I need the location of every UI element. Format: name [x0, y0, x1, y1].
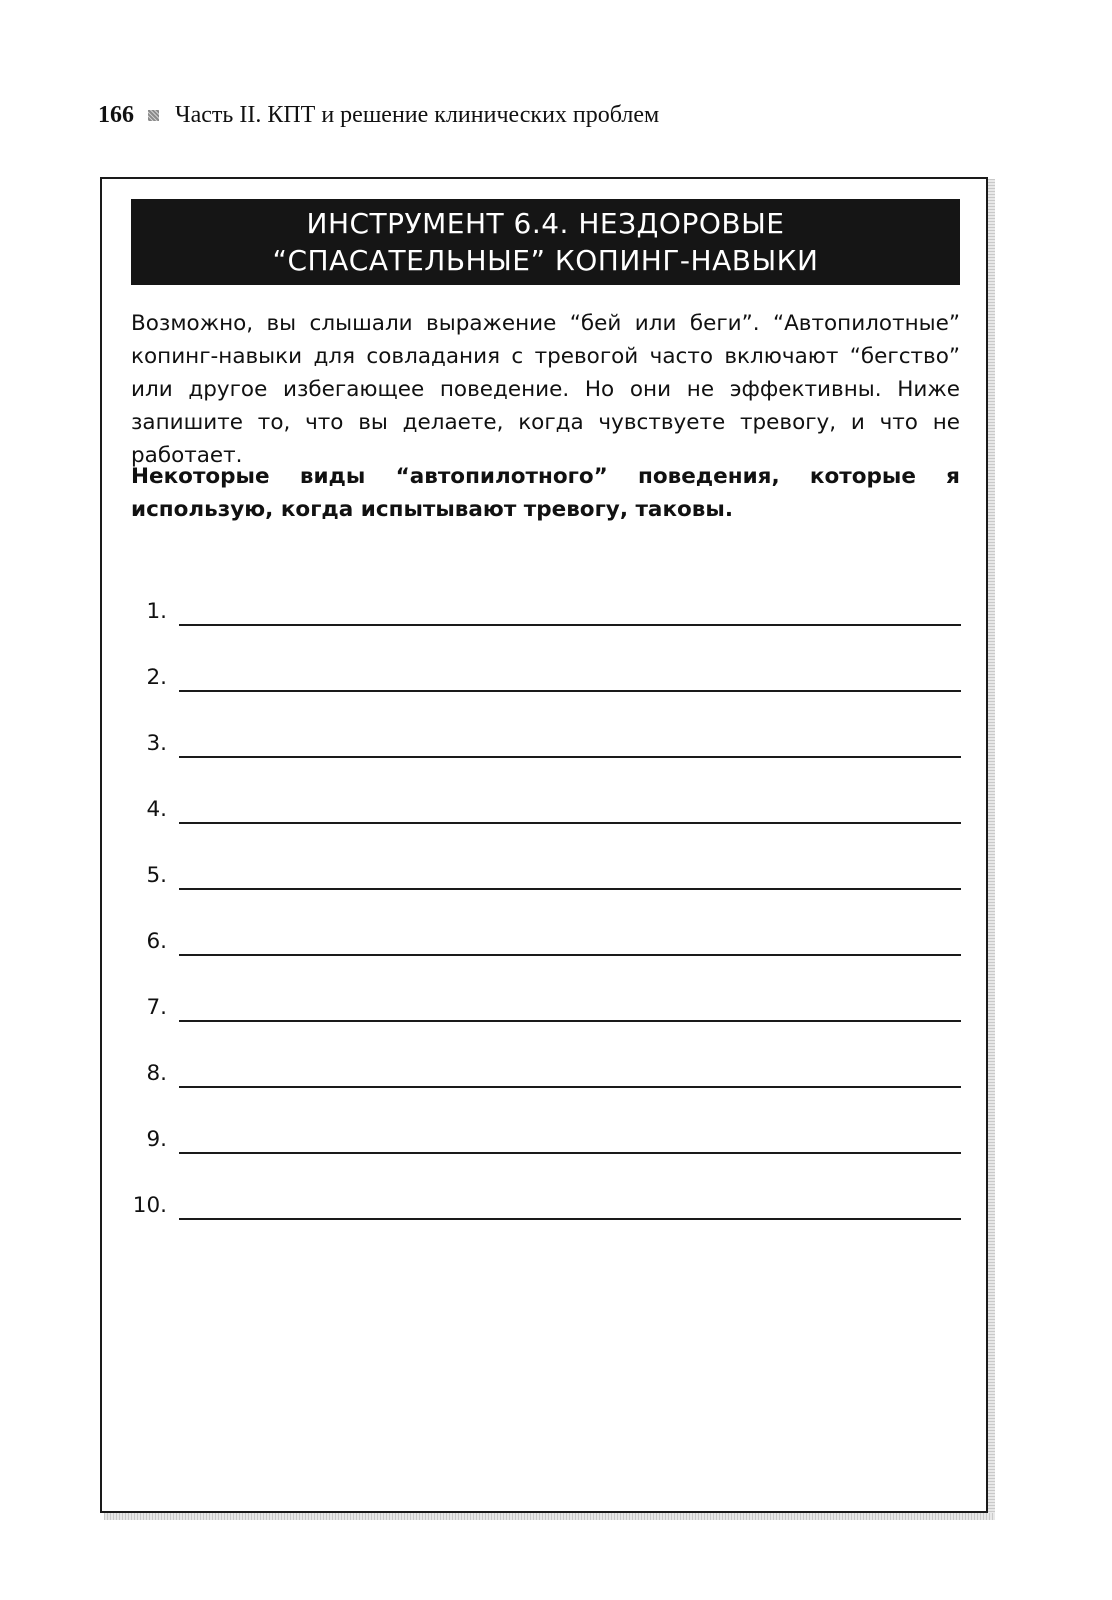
line-number: 9. — [146, 1127, 167, 1152]
answer-line-item[interactable] — [131, 758, 961, 824]
line-number: 8. — [146, 1061, 167, 1086]
frame-shadow — [104, 1513, 995, 1520]
answer-line-item[interactable] — [131, 692, 961, 758]
intro-paragraph: Возможно, вы слышали выражение “бей или беги”. “Автопилотные” копинг-навыки для совладания с тревогой часто включают “бегство” или другое избегающее поведение. Но они не эффективны. Ниже запишите то, что вы делаете, когда чувствуете тревогу, и что не работает. — [131, 311, 960, 468]
prompt-heading: Некоторые виды “автопилотного” поведения, которые я использую, когда испытывают тревогу, таковы. — [131, 464, 960, 522]
answer-line-item[interactable] — [131, 1154, 961, 1220]
answer-line-item[interactable] — [131, 1088, 961, 1154]
answer-line-item[interactable] — [131, 824, 961, 890]
line-number: 10. — [132, 1193, 167, 1218]
write-in-line[interactable] — [179, 1128, 961, 1154]
line-number: 3. — [146, 731, 167, 756]
line-number: 5. — [146, 863, 167, 888]
write-in-line[interactable] — [179, 666, 961, 692]
write-in-line[interactable] — [179, 798, 961, 824]
running-head — [98, 102, 659, 129]
write-in-line[interactable] — [179, 732, 961, 758]
write-in-line[interactable] — [179, 864, 961, 890]
tool-title-banner — [131, 199, 960, 285]
answer-line-item[interactable] — [131, 890, 961, 956]
tool-title-line-1: ИНСТРУМЕНТ 6.4. НЕЗДОРОВЫЕ — [306, 207, 785, 240]
answer-line-item[interactable] — [131, 1022, 961, 1088]
answer-line-item[interactable] — [131, 626, 961, 692]
line-number: 6. — [146, 929, 167, 954]
frame-shadow — [988, 179, 995, 1520]
answer-lines — [131, 560, 961, 1220]
write-in-line[interactable] — [179, 600, 961, 626]
answer-line-item[interactable] — [131, 956, 961, 1022]
answer-line-item[interactable] — [131, 560, 961, 626]
write-in-line[interactable] — [179, 996, 961, 1022]
line-number: 2. — [146, 665, 167, 690]
write-in-line[interactable] — [179, 1194, 961, 1220]
tool-title-line-2: “СПАСАТЕЛЬНЫЕ” КОПИНГ-НАВЫКИ — [272, 244, 819, 277]
page-number: 166 — [98, 102, 134, 128]
write-in-line[interactable] — [179, 1062, 961, 1088]
line-number: 4. — [146, 797, 167, 822]
line-number: 7. — [146, 995, 167, 1020]
write-in-line[interactable] — [179, 930, 961, 956]
separator-square-icon — [148, 110, 159, 121]
running-head-title: Часть II. КПТ и решение клинических проблем — [175, 102, 660, 128]
line-number: 1. — [146, 599, 167, 624]
